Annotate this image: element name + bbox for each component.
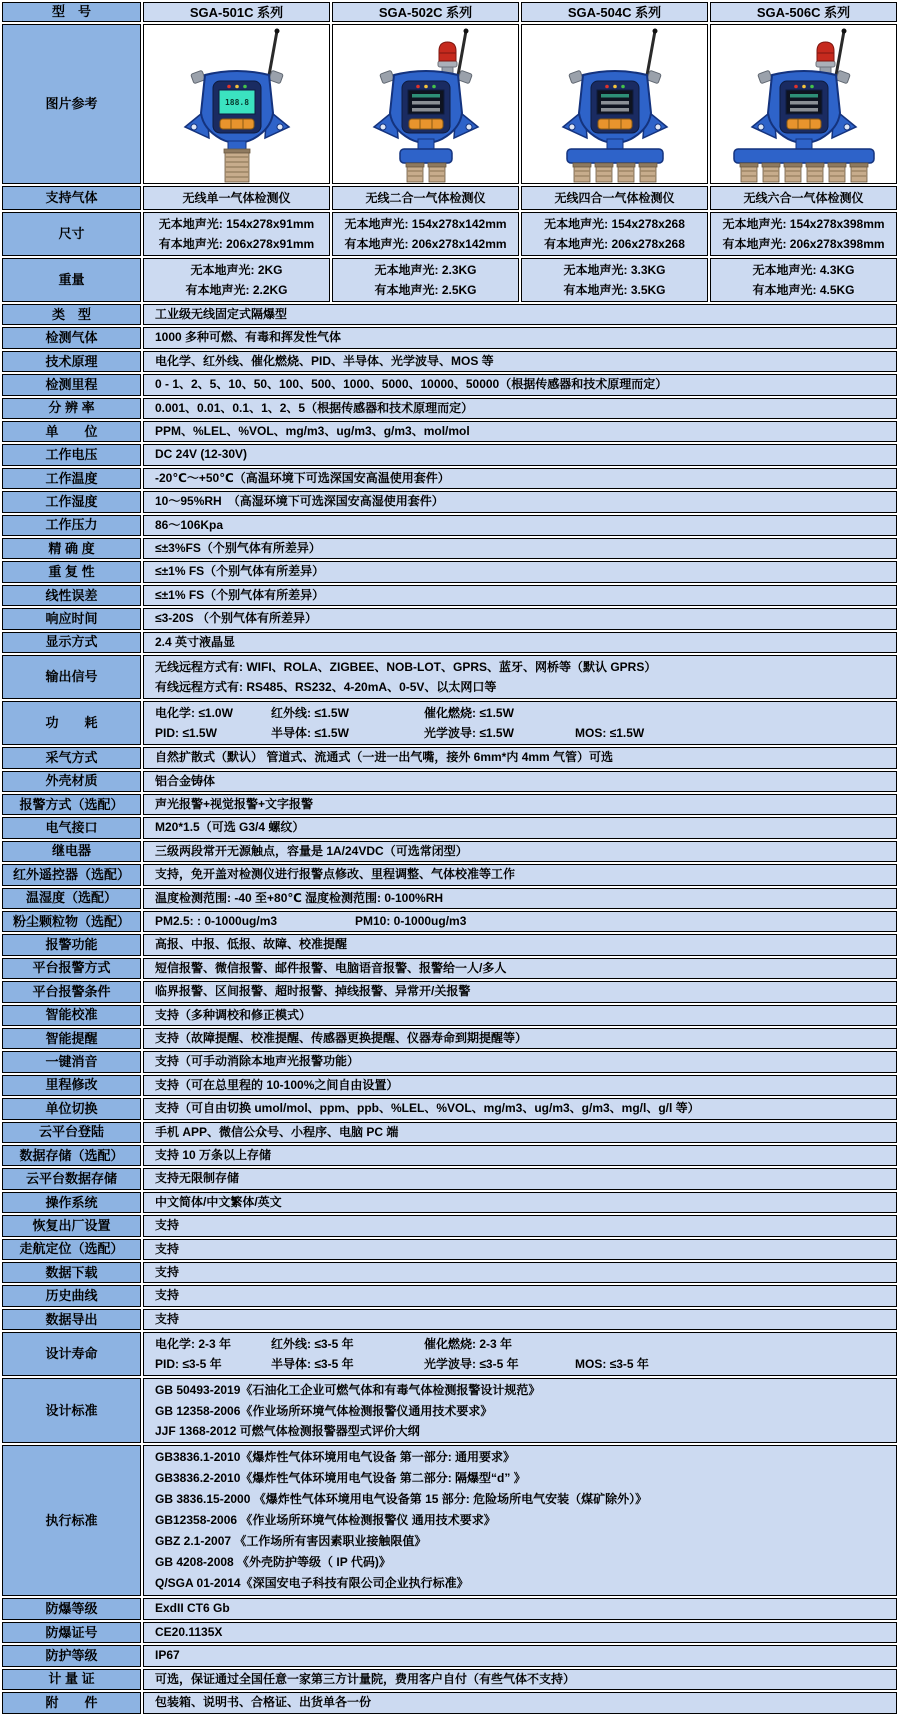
spec-text-segment: PID: ≤1.5W (155, 726, 217, 741)
cell-sampling (143, 747, 897, 768)
row-label-model: 型 号 (2, 2, 141, 22)
spec-text-line: 包装箱、说明书、合格证、出货单各一份 (155, 1695, 372, 1710)
spec-text-line: 2.4 英寸液晶显 (155, 634, 236, 649)
row-label-support: 支持气体 (2, 186, 141, 210)
row-label-plat_cond: 平台报警条件 (2, 981, 141, 1002)
spec-text-line: 无本地声光: 2KG (190, 263, 283, 277)
spec-text-line: 铝合金铸体 (155, 773, 216, 788)
spec-text-line: 高报、中报、低报、故障、校准提醒 (155, 937, 348, 952)
row-label-range: 检测里程 (2, 374, 141, 395)
spec-text-line: 无本地声光: 154x278x268 (544, 217, 685, 231)
cell-support-col2 (521, 186, 708, 210)
spec-text-line (155, 913, 890, 930)
spec-text-line: 短信报警、微信报警、邮件报警、电脑语音报警、报警给一人/多人 (155, 960, 507, 975)
spec-text-line: Q/SGA 01-2014《深国安电子科技有限公司企业执行标准》 (155, 1576, 469, 1591)
spec-text-line: GB 12358-2006《作业场所环境气体检测报警仪通用技术要求》 (155, 1403, 493, 1418)
row-label-cloud_login: 云平台登陆 (2, 1122, 141, 1143)
row-label-temperature: 工作温度 (2, 468, 141, 489)
spec-text-line: 支持 (155, 1241, 180, 1256)
spec-text-line (155, 890, 890, 907)
spec-text-line: 无线四合一气体检测仪 (554, 191, 675, 205)
cell-ex_cert (143, 1622, 897, 1643)
spec-text-segment: 光学波导: ≤1.5W (424, 726, 514, 741)
row-label-ip_grade: 防护等级 (2, 1645, 141, 1666)
spec-text-line: 有本地声光: 206x278x398mm (722, 237, 885, 251)
row-label-sampling: 采气方式 (2, 747, 141, 768)
spec-text-segment: PID: ≤3-5 年 (155, 1357, 222, 1372)
spec-text-line: 支持（多种调校和修正模式） (155, 1007, 312, 1022)
cell-port (143, 817, 897, 838)
spec-text-line: ≤±3%FS（个别气体有所差异） (155, 541, 321, 556)
cell-humidity (143, 491, 897, 512)
cell-size-col2 (521, 212, 708, 256)
row-label-pressure: 工作压力 (2, 515, 141, 536)
spec-text-line: 无本地声光: 4.3KG (752, 263, 855, 277)
spec-text-line: 支持（可自由切换 umol/mol、ppm、ppb、%LEL、%VOL、mg/m3、ug/m3、g/m3、mg/l、g/l 等） (155, 1101, 700, 1116)
spec-text-line: 支持 (155, 1218, 180, 1233)
spec-text-line: ≤3-20S （个别气体有所差异） (155, 611, 317, 626)
row-label-display: 显示方式 (2, 632, 141, 653)
cell-plat_cond (143, 981, 897, 1002)
cell-type (143, 304, 897, 325)
row-label-humidity: 工作湿度 (2, 491, 141, 512)
spec-text-segment: 半导体: ≤1.5W (271, 726, 349, 741)
row-label-image: 图片参考 (2, 24, 141, 184)
cell-response (143, 608, 897, 629)
row-label-type: 类 型 (2, 304, 141, 325)
spec-text-line (155, 1334, 890, 1354)
spec-text-line: 有本地声光: 4.5KG (752, 283, 855, 297)
cell-relay (143, 841, 897, 862)
spec-text-line: 无本地声光: 154x278x91mm (158, 217, 315, 231)
spec-text-segment: MOS: ≤3-5 年 (575, 1357, 649, 1372)
spec-text-line: 1000 多种可燃、有毒和挥发性气体 (155, 330, 342, 345)
cell-temphum (143, 888, 897, 909)
spec-text-segment: PM2.5: : 0-1000ug/m3 (155, 913, 278, 928)
spec-text-line: GB3836.1-2010《爆炸性气体环境用电气设备 第一部分: 通用要求》 (155, 1450, 516, 1465)
cell-plat_alarm (143, 958, 897, 979)
spec-text-line: 支持（可手动消除本地声光报警功能） (155, 1054, 360, 1069)
spec-text-line: 无线单一气体检测仪 (182, 191, 291, 205)
spec-text-line: 无本地声光: 154x278x398mm (722, 217, 885, 231)
row-label-export: 数据导出 (2, 1309, 141, 1330)
spec-text-line: 无线二合一气体检测仪 (365, 191, 486, 205)
row-label-os: 操作系统 (2, 1192, 141, 1213)
spec-text-segment: 红外线: ≤1.5W (271, 706, 349, 721)
row-label-response: 响应时间 (2, 608, 141, 629)
device-image-sga-501c (144, 25, 330, 183)
cell-cloud_login (143, 1122, 897, 1143)
row-label-range_mod: 里程修改 (2, 1075, 141, 1096)
device-cell-sga-502c (332, 24, 519, 184)
cell-output (143, 655, 897, 699)
row-label-plat_alarm: 平台报警方式 (2, 958, 141, 979)
cell-accessory (143, 1692, 897, 1713)
device-image-sga-506c (711, 25, 897, 183)
row-label-storage: 数据存储（选配） (2, 1145, 141, 1166)
row-label-nav: 走航定位（选配） (2, 1239, 141, 1260)
column-header-model: SGA-504C 系列 (521, 2, 708, 22)
cell-reset (143, 1215, 897, 1236)
row-label-accessory: 附 件 (2, 1692, 141, 1713)
spec-text-line: IP67 (155, 1648, 180, 1663)
spec-text-line: 有本地声光: 3.5KG (563, 283, 666, 297)
row-label-repeatability: 重 复 性 (2, 561, 141, 582)
cell-alarm_func (143, 934, 897, 955)
cell-exec_std (143, 1445, 897, 1596)
svg-text:188.8: 188.8 (224, 98, 250, 107)
spec-text-segment: 温度检测范围: -40 至+80℃ (155, 890, 302, 905)
spec-text-line (155, 703, 890, 723)
spec-text-line: 支持 (155, 1288, 180, 1303)
cell-voltage (143, 444, 897, 465)
row-label-design_std: 设计标准 (2, 1378, 141, 1443)
spec-text-line: CE20.1135X (155, 1624, 223, 1639)
cell-design_std (143, 1378, 897, 1443)
cell-smart_remind (143, 1028, 897, 1049)
row-label-relay: 继电器 (2, 841, 141, 862)
cell-weight-col2 (521, 258, 708, 302)
cell-cloud_storage (143, 1168, 897, 1189)
cell-support-col3 (710, 186, 897, 210)
row-label-ex_grade: 防爆等级 (2, 1598, 141, 1619)
spec-text-line: 支持 (155, 1311, 180, 1326)
column-header-model: SGA-502C 系列 (332, 2, 519, 22)
spec-text-line: 支持（故障提醒、校准提醒、传感器更换提醒、仪器寿命到期提醒等） (155, 1030, 528, 1045)
spec-text-line: GB12358-2006 《作业场所环境气体检测报警仪 通用技术要求》 (155, 1513, 496, 1528)
cell-unit (143, 421, 897, 442)
cell-weight-col3 (710, 258, 897, 302)
row-label-principle: 技术原理 (2, 351, 141, 372)
spec-text-line: ≤±1% FS（个别气体有所差异） (155, 587, 325, 602)
cell-export (143, 1309, 897, 1330)
spec-text-segment: PM10: 0-1000ug/m3 (355, 913, 467, 928)
cell-power (143, 701, 897, 745)
spec-text-line (155, 723, 890, 743)
spec-text-line: 10～95%RH （高湿环境下可选深国安高湿使用套件） (155, 494, 444, 509)
spec-text-line: 支持 (155, 1265, 180, 1280)
cell-size-col1 (332, 212, 519, 256)
device-cell-sga-501c (143, 24, 330, 184)
spec-text-line: 支持无限制存储 (155, 1171, 240, 1186)
cell-support-col1 (332, 186, 519, 210)
row-label-temphum: 温湿度（选配） (2, 888, 141, 909)
cell-dust (143, 911, 897, 932)
cell-size-col3 (710, 212, 897, 256)
row-label-cloud_storage: 云平台数据存储 (2, 1168, 141, 1189)
spec-text-line: 有本地声光: 206x278x142mm (344, 237, 507, 251)
row-label-weight: 重量 (2, 258, 141, 302)
cell-alarm_mode (143, 794, 897, 815)
spec-text-line: 可选，保证通过全国任意一家第三方计量院，费用客户自付（有些气体不支持） (155, 1671, 576, 1686)
row-label-power: 功 耗 (2, 701, 141, 745)
spec-text-segment: MOS: ≤1.5W (575, 726, 645, 741)
cell-resolution (143, 398, 897, 419)
spec-text-line: PPM、%LEL、%VOL、mg/m3、ug/m3、g/m3、mol/mol (155, 424, 470, 439)
spec-text-segment: 湿度检测范围: 0-100%RH (305, 890, 444, 905)
cell-nav (143, 1239, 897, 1260)
cell-range (143, 374, 897, 395)
column-header-model: SGA-501C 系列 (143, 2, 330, 22)
spec-text-line: 0 - 1、2、5、10、50、100、500、1000、5000、10000、50000（根据传感器和技术原理而定） (155, 377, 668, 392)
row-label-ex_cert: 防爆证号 (2, 1622, 141, 1643)
spec-text-line: 电化学、红外线、催化燃烧、PID、半导体、光学波导、MOS 等 (155, 353, 494, 368)
spec-text-segment: 电化学: 2-3 年 (155, 1337, 232, 1352)
cell-linearity (143, 585, 897, 606)
cell-weight-col1 (332, 258, 519, 302)
spec-text-line: 无本地声光: 3.3KG (563, 263, 666, 277)
row-label-voltage: 工作电压 (2, 444, 141, 465)
cell-repeatability (143, 561, 897, 582)
spec-text-line: 有线远程方式有: RS485、RS232、4-20mA、0-5V、以太网口等 (155, 680, 497, 695)
spec-text-line: 有本地声光: 2.5KG (374, 283, 477, 297)
spec-text-line: 支持，免开盖对检测仪进行报警点修改、里程调整、气体校准等工作 (155, 867, 516, 882)
cell-unit_switch (143, 1098, 897, 1119)
cell-display (143, 632, 897, 653)
spec-text-line: ExdII CT6 Gb (155, 1601, 230, 1616)
spec-text-line: 有本地声光: 206x278x268 (544, 237, 685, 251)
spec-text-line: 手机 APP、微信公众号、小程序、电脑 PC 端 (155, 1124, 399, 1139)
spec-text-line: 工业级无线固定式隔爆型 (155, 307, 288, 321)
row-label-metering: 计 量 证 (2, 1669, 141, 1690)
row-label-ir_remote: 红外遥控器（选配） (2, 864, 141, 885)
device-image-sga-502c (333, 25, 519, 183)
spec-text-segment: 光学波导: ≤3-5 年 (424, 1357, 519, 1372)
spec-text-line: DC 24V (12-30V) (155, 447, 248, 462)
row-label-alarm_mode: 报警方式（选配） (2, 794, 141, 815)
row-label-lifespan: 设计寿命 (2, 1332, 141, 1376)
cell-download (143, 1262, 897, 1283)
cell-accuracy (143, 538, 897, 559)
cell-smart_cal (143, 1005, 897, 1026)
spec-text-segment: 半导体: ≤3-5 年 (271, 1357, 354, 1372)
spec-text-line: JJF 1368-2012 可燃气体检测报警器型式评价大纲 (155, 1424, 420, 1439)
spec-text-segment: 红外线: ≤3-5 年 (271, 1337, 354, 1352)
device-image-sga-504c (522, 25, 708, 183)
spec-text-line: 无本地声光: 2.3KG (374, 263, 477, 277)
row-label-reset: 恢复出厂设置 (2, 1215, 141, 1236)
spec-text-line: 无本地声光: 154x278x142mm (344, 217, 507, 231)
spec-text-line: 无线六合一气体检测仪 (743, 191, 864, 205)
row-label-shell: 外壳材质 (2, 771, 141, 792)
row-label-gas: 检测气体 (2, 327, 141, 348)
spec-text-line: 有本地声光: 2.2KG (185, 283, 288, 297)
spec-text-line: 临界报警、区间报警、超时报警、掉线报警、异常开/关报警 (155, 984, 471, 999)
cell-mute (143, 1051, 897, 1072)
row-label-alarm_func: 报警功能 (2, 934, 141, 955)
spec-text-line: -20℃～+50℃（高温环境下可选深国安高温使用套件） (155, 470, 450, 485)
cell-range_mod (143, 1075, 897, 1096)
spec-text-line: 自然扩散式（默认） 管道式、流通式（一进一出气嘴，接外 6mm*内 4mm 气管）可选 (155, 750, 614, 765)
spec-text-line: 0.001、0.01、0.1、1、2、5（根据传感器和技术原理而定） (155, 400, 474, 415)
cell-size-col0 (143, 212, 330, 256)
row-label-dust: 粉尘颗粒物（选配） (2, 911, 141, 932)
device-cell-sga-506c (710, 24, 897, 184)
cell-metering (143, 1669, 897, 1690)
row-label-download: 数据下载 (2, 1262, 141, 1283)
row-label-linearity: 线性误差 (2, 585, 141, 606)
cell-storage (143, 1145, 897, 1166)
row-label-accuracy: 精 确 度 (2, 538, 141, 559)
row-label-unit: 单 位 (2, 421, 141, 442)
cell-principle (143, 351, 897, 372)
device-cell-sga-504c (521, 24, 708, 184)
spec-text-line: 支持（可在总里程的 10-100%之间自由设置） (155, 1077, 399, 1092)
spec-text-segment: 电化学: ≤1.0W (155, 706, 233, 721)
spec-text-line: GBZ 2.1-2007 《工作场所有害因素职业接触限值》 (155, 1534, 427, 1549)
row-label-resolution: 分 辨 率 (2, 398, 141, 419)
cell-ex_grade (143, 1598, 897, 1619)
cell-weight-col0 (143, 258, 330, 302)
spec-text-line: M20*1.5（可选 G3/4 螺纹） (155, 820, 305, 835)
spec-text-line: 86～106Kpa (155, 517, 224, 532)
spec-table-body (2, 2, 897, 1714)
row-label-history: 历史曲线 (2, 1285, 141, 1306)
spec-text-line: 声光报警+视觉报警+文字报警 (155, 796, 314, 811)
cell-temperature (143, 468, 897, 489)
row-label-smart_cal: 智能校准 (2, 1005, 141, 1026)
cell-pressure (143, 515, 897, 536)
spec-text-line: GB3836.2-2010《爆炸性气体环境用电气设备 第二部分: 隔爆型“d” 》 (155, 1471, 526, 1486)
spec-text-line (155, 1354, 890, 1374)
spec-text-line: GB 4208-2008 《外壳防护等级（ IP 代码)》 (155, 1555, 391, 1570)
cell-os (143, 1192, 897, 1213)
spec-text-segment: 催化燃烧: ≤1.5W (424, 706, 514, 721)
spec-text-line: 无线远程方式有: WIFI、ROLA、ZIGBEE、NOB-LOT、GPRS、蓝牙、网桥等（默认 GPRS） (155, 660, 657, 675)
cell-shell (143, 771, 897, 792)
spec-text-line: 中文简体/中文繁体/英文 (155, 1194, 282, 1209)
spec-text-line: 支持 10 万条以上存储 (155, 1148, 272, 1162)
cell-gas (143, 327, 897, 348)
cell-history (143, 1285, 897, 1306)
row-label-size: 尺寸 (2, 212, 141, 256)
row-label-exec_std: 执行标准 (2, 1445, 141, 1596)
spec-text-line: 三级两段常开无源触点，容量是 1A/24VDC（可选常闭型） (155, 843, 468, 858)
row-label-port: 电气接口 (2, 817, 141, 838)
spec-text-segment: 催化燃烧: 2-3 年 (424, 1337, 513, 1352)
cell-lifespan (143, 1332, 897, 1376)
spec-text-line: ≤±1% FS（个别气体有所差异） (155, 564, 325, 579)
cell-ir_remote (143, 864, 897, 885)
spec-text-line: 有本地声光: 206x278x91mm (158, 237, 315, 251)
row-label-output: 输出信号 (2, 655, 141, 699)
row-label-unit_switch: 单位切换 (2, 1098, 141, 1119)
column-header-model: SGA-506C 系列 (710, 2, 897, 22)
cell-ip_grade (143, 1645, 897, 1666)
cell-support-col0 (143, 186, 330, 210)
row-label-mute: 一键消音 (2, 1051, 141, 1072)
spec-text-line: GB 3836.15-2000 《爆炸性气体环境用电气设备第 15 部分: 危险场所电气安装（煤矿除外）》 (155, 1492, 648, 1507)
spec-text-line: GB 50493-2019《石油化工企业可燃气体和有毒气体检测报警设计规范》 (155, 1383, 541, 1398)
row-label-smart_remind: 智能提醒 (2, 1028, 141, 1049)
